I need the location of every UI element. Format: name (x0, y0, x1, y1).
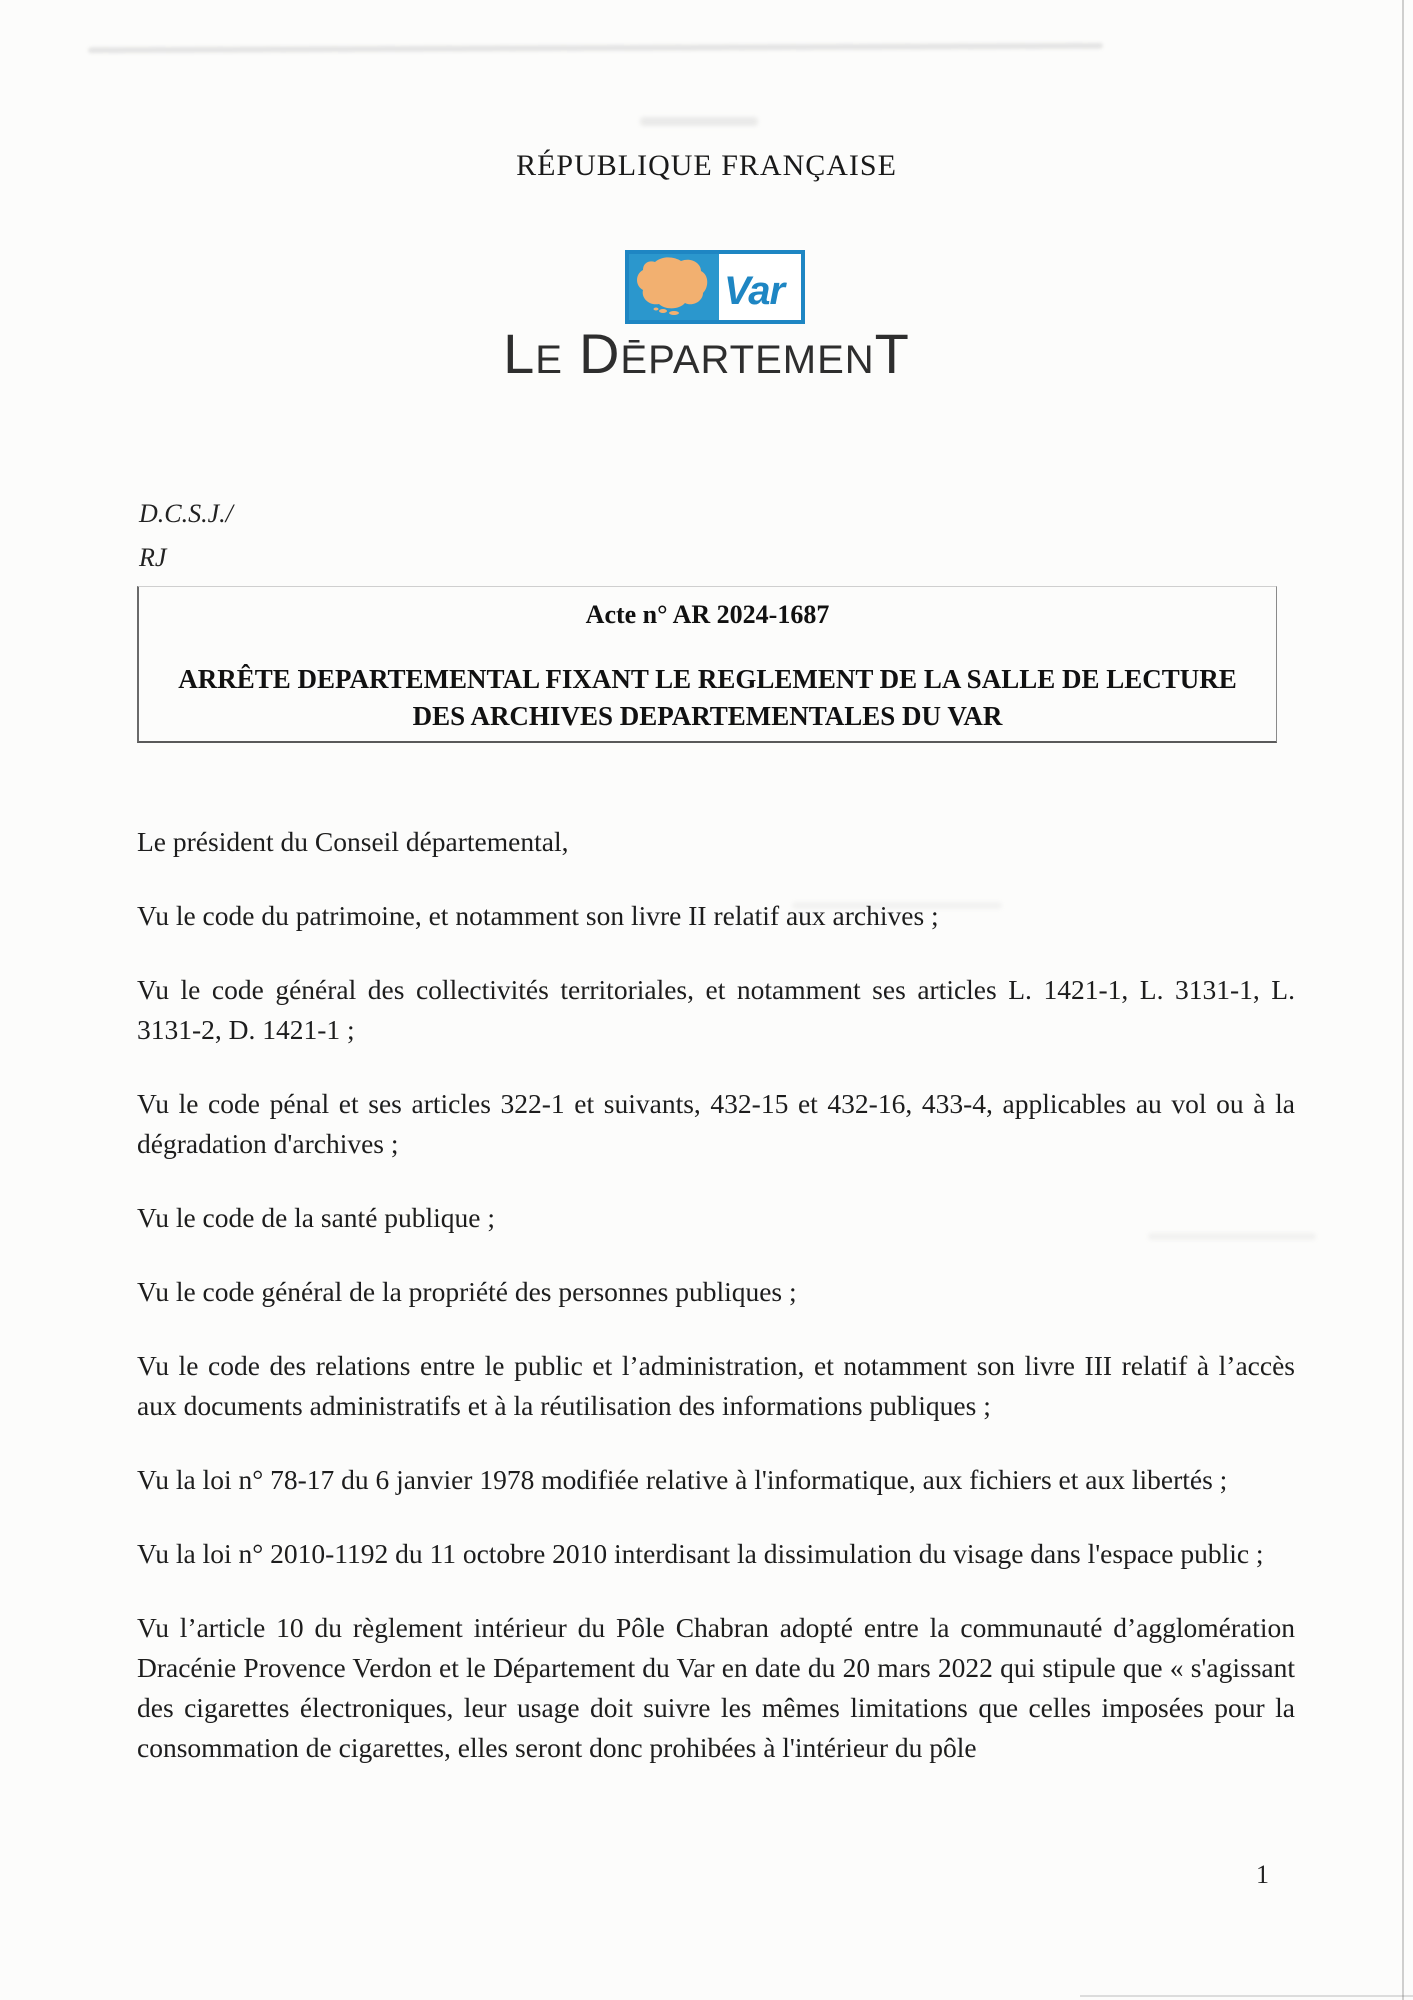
body-paragraph: Vu la loi n° 78-17 du 6 janvier 1978 modifiée relative à l'informatique, aux fichiers et aux libertés ; (137, 1464, 1228, 1495)
act-title-line-2: DES ARCHIVES DEPARTEMENTALES DU VAR (412, 701, 1003, 731)
var-map-shape (637, 257, 707, 308)
act-title (139, 661, 1276, 735)
island-dot (659, 309, 667, 313)
body-paragraph: Vu la loi n° 2010-1192 du 11 octobre 2010 interdisant la dissimulation du visage dans l'espace public ; (137, 1538, 1264, 1569)
island-dot (669, 311, 679, 315)
scan-edge-bottom (1080, 1995, 1413, 1997)
body-paragraph: Vu le code des relations entre le public et l’administration, et notamment son livre III relatif à l’accès aux documents administratifs et à la réutilisation des informations publiques ; (137, 1350, 1295, 1421)
reference-line-2: RJ (139, 543, 167, 572)
body-paragraph: Vu le code de la santé publique ; (137, 1202, 496, 1233)
body-paragraph: Le président du Conseil départemental, (137, 826, 569, 857)
act-title-box (137, 586, 1277, 743)
reference-line-1: D.C.S.J./ (139, 499, 233, 528)
wordmark-letter: D (578, 322, 621, 385)
body-paragraph: Vu l’article 10 du règlement intérieur du Pôle Chabran adopté entre la communauté d’agglomération Dracénie Provence Verdon et le Département du Var en date du 20 mars 2022 qui stipule que « s'agissant des cigarettes électroniques, leur usage doit suivre les mêmes limitations que celles imposées pour la consommation de cigarettes, elles seront donc prohibées à l'intérieur du pôle (137, 1612, 1295, 1763)
wordmark-letter: E (535, 338, 563, 382)
department-wordmark (0, 322, 1413, 388)
scan-edge-right (1402, 0, 1404, 2000)
var-logo-text: Var (724, 269, 785, 313)
scan-artifact-header-smudge (640, 117, 758, 126)
scan-artifact-top-smear (88, 43, 1103, 53)
document-body (137, 822, 1295, 1802)
wordmark-letters: ĒPARTEMEN (620, 338, 875, 382)
body-paragraph: Vu le code général des collectivités territoriales, et notamment ses articles L. 1421-1, L. 3131-1, L. 3131-2, D. 1421-1 ; (137, 974, 1295, 1045)
body-paragraph: Vu le code général de la propriété des personnes publiques ; (137, 1276, 797, 1307)
var-department-logo (625, 250, 805, 324)
var-logo-graphic (625, 250, 805, 324)
body-paragraph: Vu le code pénal et ses articles 322-1 et suivants, 432-15 et 432-16, 433-4, applicables au vol ou à la dégradation d'archives ; (137, 1088, 1295, 1159)
reference-block (139, 492, 233, 580)
body-paragraph: Vu le code du patrimoine, et notamment son livre II relatif aux archives ; (137, 900, 939, 931)
act-title-line-1: ARRÊTE DEPARTEMENTAL FIXANT LE REGLEMENT DE LA SALLE DE LECTURE (178, 664, 1237, 694)
island-dot (654, 308, 659, 311)
page-number: 1 (1256, 1860, 1269, 1889)
wordmark-letter: L (503, 322, 536, 385)
republic-header: RÉPUBLIQUE FRANÇAISE (516, 149, 897, 182)
act-number: Acte n° AR 2024-1687 (585, 600, 830, 629)
wordmark-letter: T (874, 322, 910, 385)
